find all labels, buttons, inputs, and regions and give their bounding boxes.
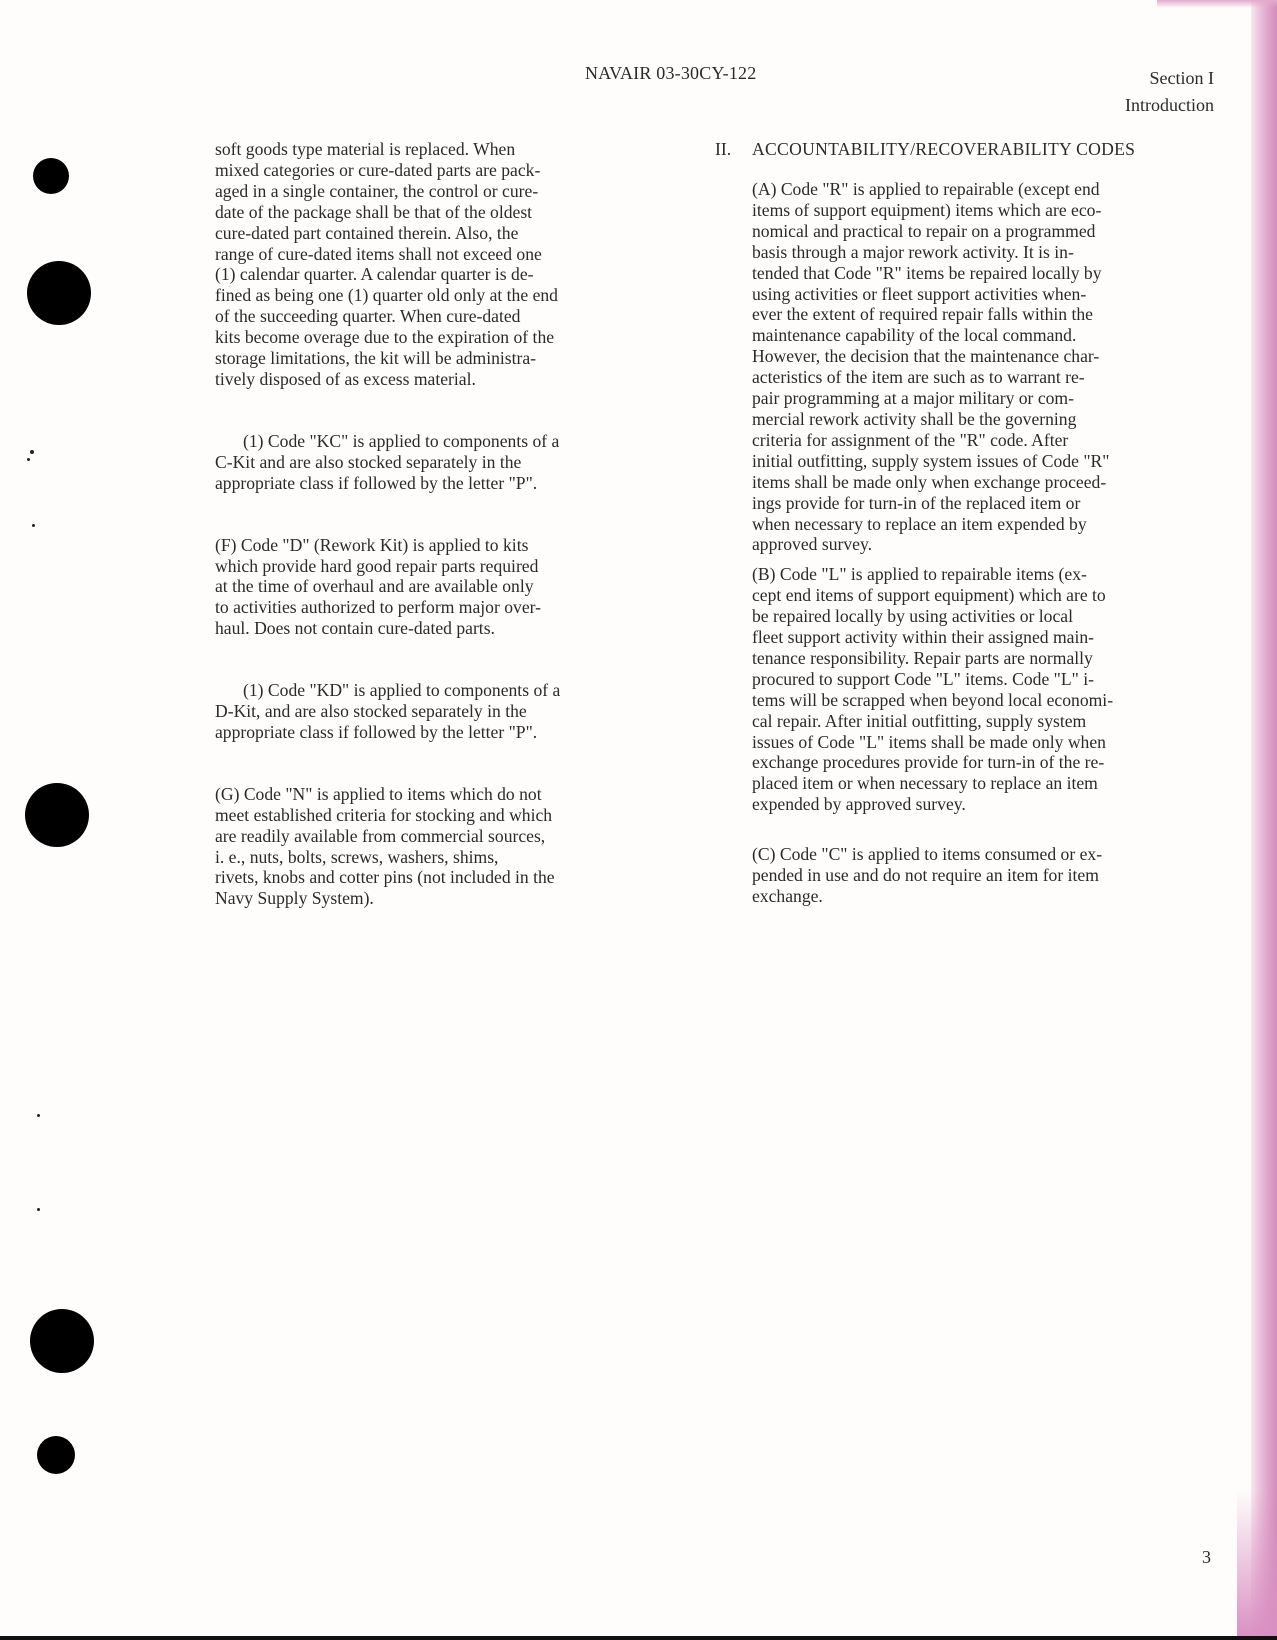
text-line: be repaired locally by using activities or local [752, 606, 1073, 627]
text-line: (B) Code "L" is applied to repairable items (ex- [752, 564, 1087, 585]
text-line: exchange procedures provide for turn-in of the re- [752, 752, 1105, 773]
text-line: cept end items of support equipment) which are to [752, 585, 1106, 606]
section-heading-text: ACCOUNTABILITY/RECOVERABILITY CODES [752, 139, 1136, 159]
scan-speck [37, 1208, 40, 1211]
paragraph-code-d [215, 535, 560, 640]
text-line: (F) Code "D" (Rework Kit) is applied to kits [215, 534, 529, 555]
paragraph-code-n [215, 784, 560, 909]
text-line: pended in use and do not require an item for item [752, 865, 1099, 886]
text-line: using activities or fleet support activities when- [752, 283, 1087, 304]
paragraph-code-r [752, 179, 1113, 555]
text-line: procured to support Code "L" items. Code "L" i- [752, 668, 1094, 689]
text-line: (1) Code "KD" is applied to components of a [243, 680, 561, 701]
document-number: NAVAIR 03-30CY-122 [585, 63, 757, 83]
text-line: (G) Code "N" is applied to items which do not [215, 783, 542, 804]
text-line: soft goods type material is replaced. When [215, 139, 516, 159]
text-line: tenance responsibility. Repair parts are normally [752, 647, 1093, 668]
text-line: items of support equipment) items which are eco- [752, 199, 1102, 220]
text-line: of the succeeding quarter. When cure-dated [215, 306, 521, 327]
text-line: (C) Code "C" is applied to items consumed or ex- [752, 844, 1103, 865]
page-edge-stain-top [1157, 0, 1277, 8]
text-line: date of the package shall be that of the oldest [215, 201, 533, 222]
text-line: storage limitations, the kit will be administra- [215, 348, 537, 369]
text-line: tended that Code "R" items be repaired locally by [752, 262, 1102, 283]
section-title: Introduction [1125, 95, 1214, 115]
text-line: rivets, knobs and cotter pins (not included in the [215, 867, 555, 888]
page-edge-stain-bottom [1237, 1490, 1277, 1640]
text-line: to activities authorized to perform major over- [215, 597, 541, 618]
scan-bottom-border [0, 1636, 1277, 1640]
text-line: criteria for assignment of the "R" code. After [752, 429, 1069, 450]
right-column-body [715, 179, 1113, 907]
text-line: tems will be scrapped when beyond local economi- [752, 689, 1114, 710]
text-line: However, the decision that the maintenance char- [752, 346, 1100, 367]
text-line: appropriate class if followed by the letter "P". [215, 721, 538, 742]
scan-speck [37, 1114, 40, 1117]
text-line: haul. Does not contain cure-dated parts. [215, 618, 495, 639]
punch-hole-5 [37, 1436, 75, 1474]
scan-speck [30, 450, 34, 454]
punch-hole-2 [27, 261, 91, 325]
page-edge-stain [1251, 0, 1277, 1640]
section-header [1125, 65, 1214, 119]
punch-hole-3 [25, 783, 89, 847]
text-line: aged in a single container, the control or cure- [215, 180, 539, 201]
text-line: initial outfitting, supply system issues of Code "R" [752, 450, 1110, 471]
section-heading [715, 139, 1136, 160]
page-number: 3 [1202, 1547, 1211, 1567]
text-line: expended by approved survey. [752, 794, 966, 815]
text-line: cure-dated part contained therein. Also, the [215, 222, 519, 243]
text-line: Navy Supply System). [215, 888, 374, 909]
paragraph-code-kc [215, 431, 560, 494]
text-line: fined as being one (1) quarter old only at the end [215, 285, 558, 306]
text-line: approved survey. [752, 534, 873, 555]
scan-speck [27, 458, 30, 461]
text-line: cal repair. After initial outfitting, supply system [752, 710, 1087, 731]
text-line: appropriate class if followed by the letter "P". [215, 472, 538, 493]
text-line: meet established criteria for stocking and which [215, 804, 553, 825]
text-line: mercial rework activity shall be the governing [752, 408, 1077, 429]
punch-hole-1 [33, 158, 69, 194]
text-line: mixed categories or cure-dated parts are pack- [215, 159, 541, 180]
left-column [215, 139, 560, 909]
section-label: Section I [1149, 68, 1214, 88]
text-line: C-Kit and are also stocked separately in the [215, 451, 522, 472]
scan-speck [32, 524, 35, 527]
paragraph-code-c [752, 844, 1113, 907]
text-line: (1) Code "KC" is applied to components of a [243, 430, 560, 451]
section-number: II. [715, 139, 732, 159]
text-line: D-Kit, and are also stocked separately in the [215, 701, 527, 722]
text-line: tively disposed of as excess material. [215, 368, 476, 389]
punch-hole-4 [30, 1309, 94, 1373]
text-line: nomical and practical to repair on a programmed [752, 220, 1096, 241]
text-line: ever the extent of required repair falls within the [752, 304, 1093, 325]
text-line: placed item or when necessary to replace an item [752, 773, 1098, 794]
text-line: acteristics of the item are such as to warrant re- [752, 367, 1085, 388]
text-line: issues of Code "L" items shall be made only when [752, 731, 1106, 752]
text-line: fleet support activity within their assigned main- [752, 627, 1095, 648]
text-line: pair programming at a major military or com- [752, 388, 1074, 409]
text-line: i. e., nuts, bolts, screws, washers, shims, [215, 846, 499, 867]
paragraph-code-kd [215, 680, 560, 743]
text-line: kits become overage due to the expiration of the [215, 327, 555, 348]
text-line: (1) calendar quarter. A calendar quarter is de- [215, 264, 534, 285]
text-line: when necessary to replace an item expended by [752, 513, 1087, 534]
text-line: basis through a major rework activity. It is in- [752, 241, 1074, 262]
text-line: range of cure-dated items shall not exceed one [215, 243, 542, 264]
text-line: maintenance capability of the local command. [752, 325, 1077, 346]
text-line: exchange. [752, 886, 823, 906]
text-line: (A) Code "R" is applied to repairable (except end [752, 179, 1100, 199]
paragraph-continuation [215, 139, 560, 390]
paragraph-code-l [752, 564, 1113, 815]
text-line: are readily available from commercial sources, [215, 825, 546, 846]
right-column [715, 139, 1136, 907]
text-line: items shall be made only when exchange proceed- [752, 471, 1107, 492]
text-line: ings provide for turn-in of the replaced item or [752, 492, 1081, 513]
text-line: at the time of overhaul and are available only [215, 576, 534, 597]
text-line: which provide hard good repair parts required [215, 555, 539, 576]
